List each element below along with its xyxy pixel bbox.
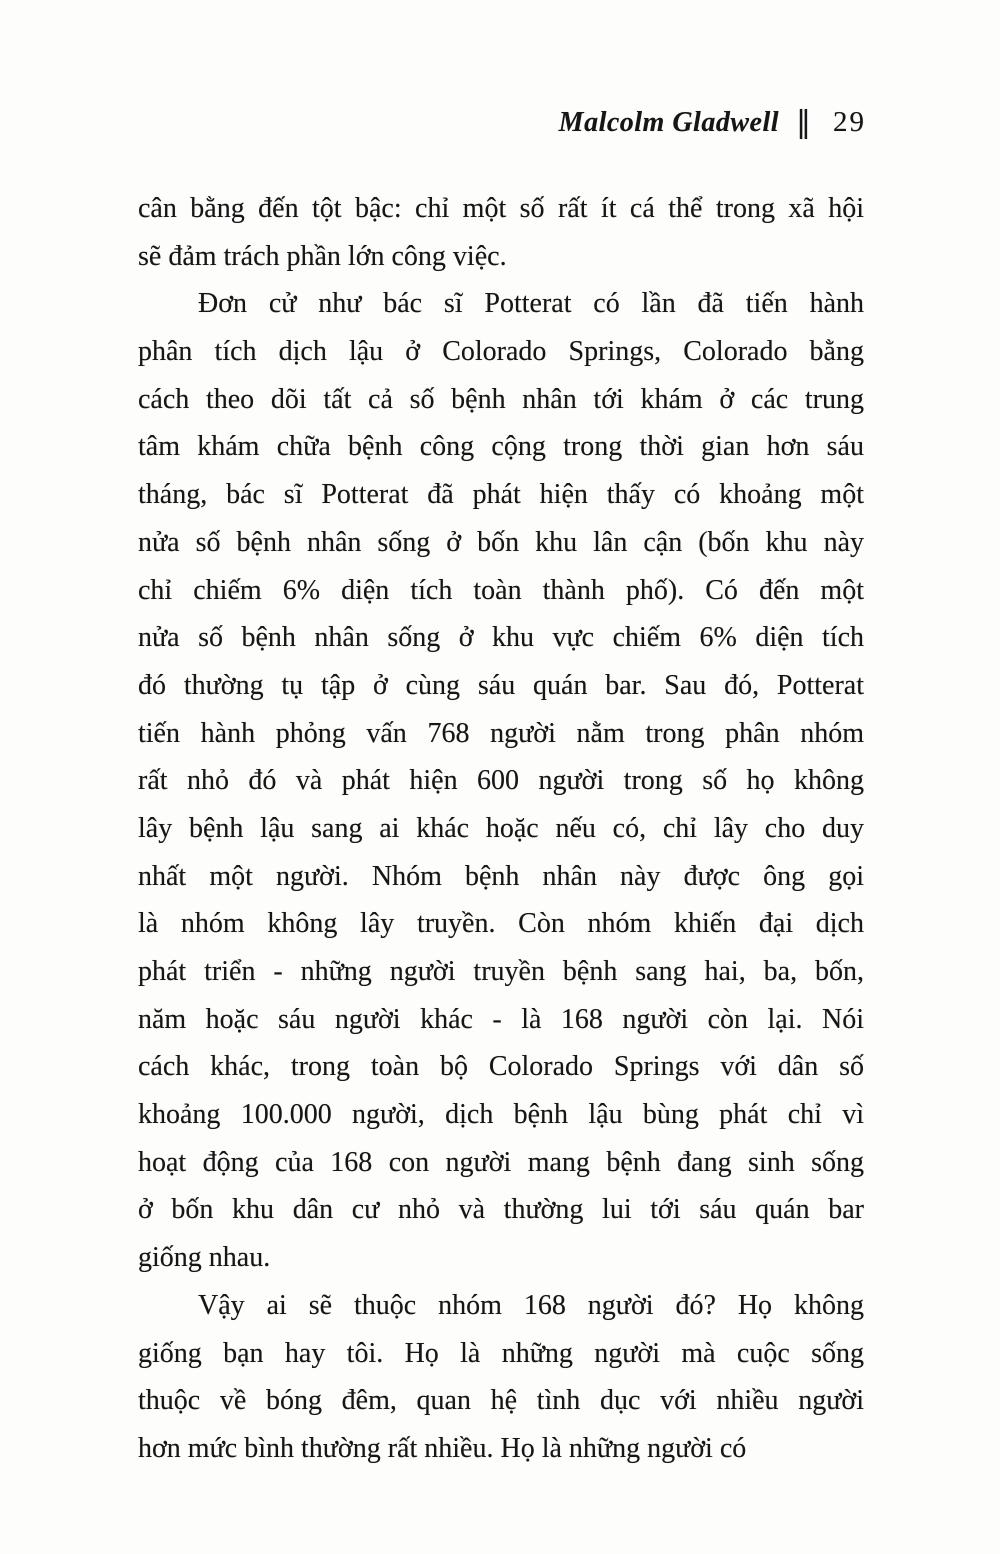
- body-text: [138, 185, 864, 1473]
- text-line: nửa số bệnh nhân sống ở bốn khu lân cận (bốn khu này: [138, 526, 864, 558]
- header-separator-icon: ‖: [796, 105, 811, 140]
- text-line: Vậy ai sẽ thuộc nhóm 168 người đó? Họ không: [198, 1289, 864, 1321]
- text-line: hoạt động của 168 con người mang bệnh đang sinh sống: [138, 1146, 864, 1178]
- text-line: chỉ chiếm 6% diện tích toàn thành phố). Có đến một: [138, 574, 864, 606]
- text-line: giống bạn hay tôi. Họ là những người mà cuộc sống: [138, 1337, 864, 1369]
- text-line: rất nhỏ đó và phát hiện 600 người trong số họ không: [138, 765, 864, 797]
- text-line: là nhóm không lây truyền. Còn nhóm khiến đại dịch: [138, 908, 864, 940]
- text-line: cân bằng đến tột bậc: chỉ một số rất ít cá thể trong xã hội: [138, 193, 864, 224]
- running-header-author: Malcolm Gladwell: [558, 107, 779, 138]
- running-header: [559, 104, 866, 139]
- text-line: tâm khám chữa bệnh công cộng trong thời gian hơn sáu: [138, 431, 864, 463]
- text-line: tháng, bác sĩ Potterat đã phát hiện thấy có khoảng một: [138, 479, 864, 511]
- text-line: cách khác, trong toàn bộ Colorado Springs với dân số: [138, 1051, 864, 1083]
- text-line: ở bốn khu dân cư nhỏ và thường lui tới sáu quán bar: [138, 1194, 864, 1226]
- text-line: phát triển - những người truyền bệnh sang hai, ba, bốn,: [138, 956, 864, 987]
- paragraph: [138, 1282, 864, 1473]
- text-line: sẽ đảm trách phần lớn công việc.: [138, 240, 507, 272]
- paragraph: [138, 280, 864, 1281]
- text-line: giống nhau.: [138, 1242, 271, 1274]
- text-line: phân tích dịch lậu ở Colorado Springs, Colorado bằng: [138, 336, 864, 368]
- text-line: nhất một người. Nhóm bệnh nhân này được ông gọi: [138, 860, 864, 892]
- text-line: lây bệnh lậu sang ai khác hoặc nếu có, chỉ lây cho duy: [138, 812, 864, 844]
- text-line: cách theo dõi tất cả số bệnh nhân tới khám ở các trung: [138, 383, 864, 415]
- page-number: 29: [833, 106, 866, 138]
- text-line: thuộc về bóng đêm, quan hệ tình dục với nhiều người: [138, 1385, 864, 1417]
- paragraph: [138, 185, 864, 280]
- text-line: tiến hành phỏng vấn 768 người nằm trong phân nhóm: [138, 717, 864, 749]
- text-line: năm hoặc sáu người khác - là 168 người còn lại. Nói: [138, 1003, 864, 1035]
- text-line: hơn mức bình thường rất nhiều. Họ là những người có: [138, 1432, 747, 1464]
- text-line: nửa số bệnh nhân sống ở khu vực chiếm 6% diện tích: [138, 622, 864, 654]
- text-line: đó thường tụ tập ở cùng sáu quán bar. Sau đó, Potterat: [138, 669, 864, 701]
- text-line: khoảng 100.000 người, dịch bệnh lậu bùng phát chỉ vì: [138, 1099, 864, 1131]
- text-line: Đơn cử như bác sĩ Potterat có lần đã tiến hành: [198, 288, 864, 320]
